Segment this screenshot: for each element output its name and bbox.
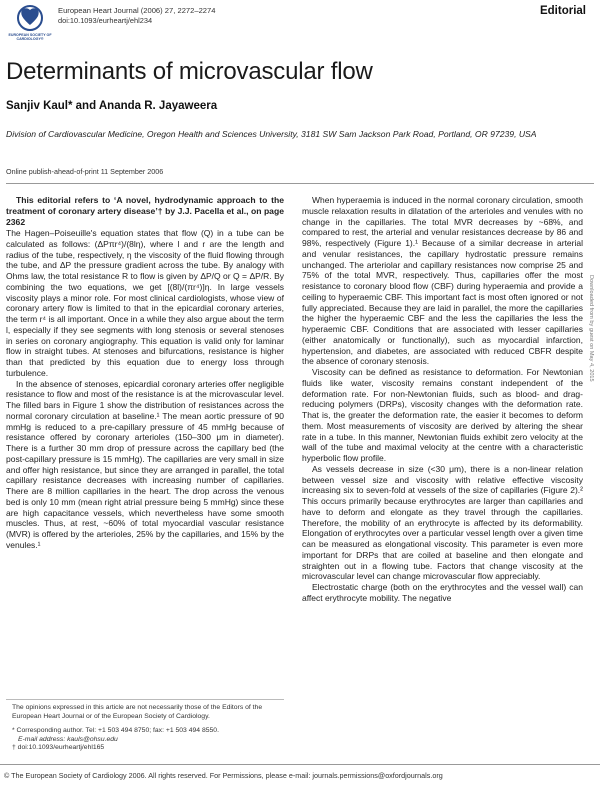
paragraph: The Hagen–Poiseuille's equation states that flow (Q) in a tube can be calculated as follows: (ΔPπr⁴)/(8lη), where l and r are the length and radius of the tube, respectively, η the viscosity of the fluid flowing through the tube, and ΔP the pressure gradient across the tube. By analogy with Ohms law, the total resistance R to flow is given by ΔP/Q or Q = ΔP/R. By combining the two equations, we get [(8l)/(πr⁴)]η. In large vessels viscosity plays a minor role. For most clinical cardiologists, whose view of coronary artery flow is limited to that in the epicardial coronary arteries, the term r⁴ is all important. Once in a while they also argue about the term l, especially if they see segments with long stenosis or several stenoses in series on coronary angiography. This equation is valid only for laminar flow in straight tubes. At stenoses and bifurcations, resistance is higher than that predicted by this equation due to energy loss through turbulence.: [6, 228, 284, 378]
authors: Sanjiv Kaul* and Ananda R. Jayaweera: [6, 100, 218, 112]
column-left: [6, 195, 284, 551]
footnote-disclaimer: The opinions expressed in this article are not necessarily those of the Editors of the European Heart Journal or of the European Society of Cardiology.: [12, 704, 263, 720]
page-header: [4, 3, 596, 51]
dagger-note: † doi:10.1093/eurheartj/ehl165: [12, 744, 105, 752]
paragraph: As vessels decrease in size (<30 μm), there is a non-linear relation between vessel size and viscosity with relative effective viscosity increasing six to seven-fold at vessels of the size of capillaries (Figure 2).² This occurs primarily because erythrocytes are larger than capillaries and have to deform and elongate as they travel through the capillaries. Therefore, the mobility of an erythrocyte is affected by its deformability. Elongation of erythrocytes over a particular vessel length over a given time can be measured as elongational viscosity. This parameter is even more important for DRPs that are coiled at baseline and then elongate and straighten out in a flowing tube. Factors that change viscosity at the microvascular level can change microvascular flow appreciably.: [302, 463, 583, 582]
footer-divider: [0, 764, 600, 765]
download-watermark: Downloaded from by guest on May 4, 2015: [588, 275, 594, 382]
journal-citation: European Heart Journal (2006) 27, 2272–2274: [58, 6, 216, 15]
esc-logo-icon: [4, 3, 56, 33]
footnote-divider: [6, 699, 284, 700]
publish-date: Online publish-ahead-of-print 11 September 2006: [6, 167, 164, 176]
corresponding-author: * Corresponding author. Tel: +1 503 494 8750; fax: +1 503 494 8550.: [12, 727, 219, 734]
paragraph: In the absence of stenoses, epicardial coronary arteries offer negligible resistance to flow and most of the resistance is at the microvascular level. The filled bars in Figure 1 show the distribution of resistances across the normal coronary circulation at baseline.¹ The mean aortic pressure of 90 mmHg is reduced to a pre-capillary pressure of 45 mmHg because of resistance offered by coronary arterioles (150–300 μm in diameter). There is a further 30 mm drop of pressure across the capillary bed (the post-capillary pressure is 15 mmHg). The capillaries are very small in size and offer high resistance, but since they are arranged in parallel, the total capillary resistance decreases with increasing number of capillaries. There are 8 million capillaries in the heart. The drop across the venous bed is only 10 mm (mean right atrial pressure being 5 mmHg) since these are high capacitance vessels, which nevertheless have some smooth muscles. Thus, at rest, ~60% of total myocardial vascular resistance (MVR) is offered by the arterioles, 25% by the capillaries, and 15% by the venules.¹: [6, 378, 284, 550]
paragraph: Electrostatic charge (both on the erythrocytes and the vessel wall) can affect erythrocyte mobility. The negative: [302, 582, 583, 603]
paragraph: Viscosity can be defined as resistance to deformation. For Newtonian fluids like water, viscosity remains constant independent of the deformation rate. For non-Newtonian fluids, such as blood- and drag-reducing polymers (DRPs), viscosity changes with the deformation rate. That is, the greater the deformation rate, the easier it becomes to deform them. Most measurements of viscosity are derived by altering the shear rate in a tube. In this manner, Newtonian fluids exhibit zero velocity at the wall of the tube and maximal velocity at the centre with a characteristic hyperbolic flow profile.: [302, 367, 583, 463]
paragraph: When hyperaemia is induced in the normal coronary circulation, smooth muscle relaxation results in dilatation of the arterioles and venules with no change in the capillaries. The total MVR decreases by ~68%, and compared to rest, the arterial and venular resistances decrease by 86 and 98%, respectively (Figure 1).¹ Because of a similar decrease in arterial and venular resistances, the capillary hydrostatic pressure remains unchanged. The arteriolar and capillary resistances now comprise 25 and 75% of the total MVR, respectively. Thus, capillaries offer the most resistance to coronary blood flow (CBF) during hyperaemia and provide a ceiling to hyperaemic CBF. This important fact is most often ignored or not fully appreciated. Because they are laid in parallel, the more the capillaries the higher the hyperaemic CBF and the less the capillaries the less the hyperaemic CBF. Conditions that are associated with lesser capillaries (either anatomically or functionally), such as myocardial infarction, hypertension, and diabetes, are associated with reduced CBFR despite the absence of coronary stenosis.: [302, 195, 583, 367]
article-title: Determinants of microvascular flow: [6, 58, 373, 85]
email-address: E-mail address: kauls@ohsu.edu: [18, 735, 118, 743]
header-divider: [6, 183, 594, 184]
affiliation: Division of Cardiovascular Medicine, Oregon Health and Sciences University, 3181 SW Sam Jackson Park Road, Portland, OR 97239, USA: [6, 129, 537, 139]
footnote-contact: [12, 727, 282, 753]
editorial-reference: This editorial refers to ‘A novel, hydrodynamic approach to the treatment of coronary artery disease’† by J.J. Pacella et al., on page 2362: [6, 195, 284, 227]
column-right: [302, 195, 583, 604]
section-label: Editorial: [539, 5, 586, 17]
article-doi: doi:10.1093/eurheartj/ehl234: [58, 16, 153, 25]
copyright: © The European Society of Cardiology 2006. All rights reserved. For Permissions, please e-mail: journals.permissions@oxfordjournals.org: [4, 771, 443, 780]
logo-text: EUROPEAN SOCIETY OF CARDIOLOGY®: [8, 33, 52, 41]
esc-logo: [4, 3, 56, 49]
